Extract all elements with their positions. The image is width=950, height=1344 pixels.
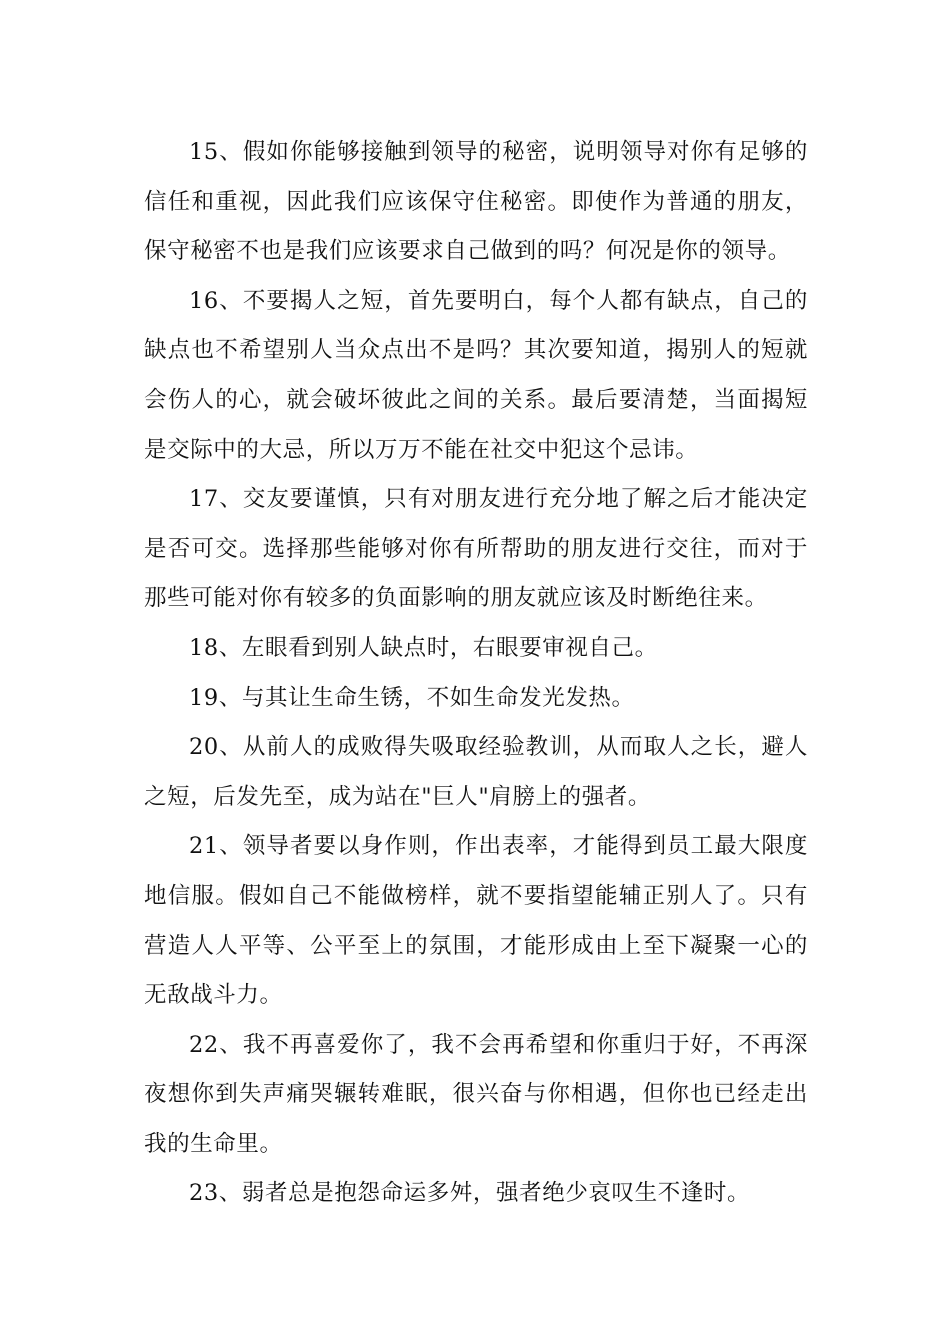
paragraph-18: 18、左眼看到别人缺点时，右眼要审视自己。	[189, 634, 658, 661]
paragraph-22: 22、我不再喜爱你了，我不会再希望和你重归于好，不再深夜想你到失声痛哭辗转难眠，很兴奋与你相遇，但你也已经走出我的生命里。	[144, 1031, 808, 1157]
paragraph-20: 20、从前人的成败得失吸取经验教训，从而取人之长，避人之短，后发先至，成为站在"巨人"肩膀上的强者。	[144, 734, 808, 810]
paragraph-15: 15、假如你能够接触到领导的秘密，说明领导对你有足够的信任和重视，因此我们应该保守住秘密。即使作为普通的朋友，保守秘密不也是我们应该要求自己做到的吗？何况是你的领导。	[144, 139, 808, 265]
document-body	[144, 128, 808, 1219]
paragraph-21: 21、领导者要以身作则，作出表率，才能得到员工最大限度地信服。假如自己不能做榜样，就不要指望能辅正别人了。只有营造人人平等、公平至上的氛围，才能形成由上至下凝聚一心的无敌战斗力。	[144, 833, 808, 1009]
paragraph-17: 17、交友要谨慎，只有对朋友进行充分地了解之后才能决定是否可交。选择那些能够对你有所帮助的朋友进行交往，而对于那些可能对你有较多的负面影响的朋友就应该及时断绝往来。	[144, 486, 808, 612]
paragraph-19: 19、与其让生命生锈，不如生命发光发热。	[189, 684, 635, 711]
paragraph-16: 16、不要揭人之短，首先要明白，每个人都有缺点，自己的缺点也不希望别人当众点出不是吗？其次要知道，揭别人的短就会伤人的心，就会破坏彼此之间的关系。最后要清楚，当面揭短是交际中的大忌，所以万万不能在社交中犯这个忌讳。	[144, 287, 808, 463]
paragraph-23: 23、弱者总是抱怨命运多舛，强者绝少哀叹生不逢时。	[189, 1180, 751, 1207]
